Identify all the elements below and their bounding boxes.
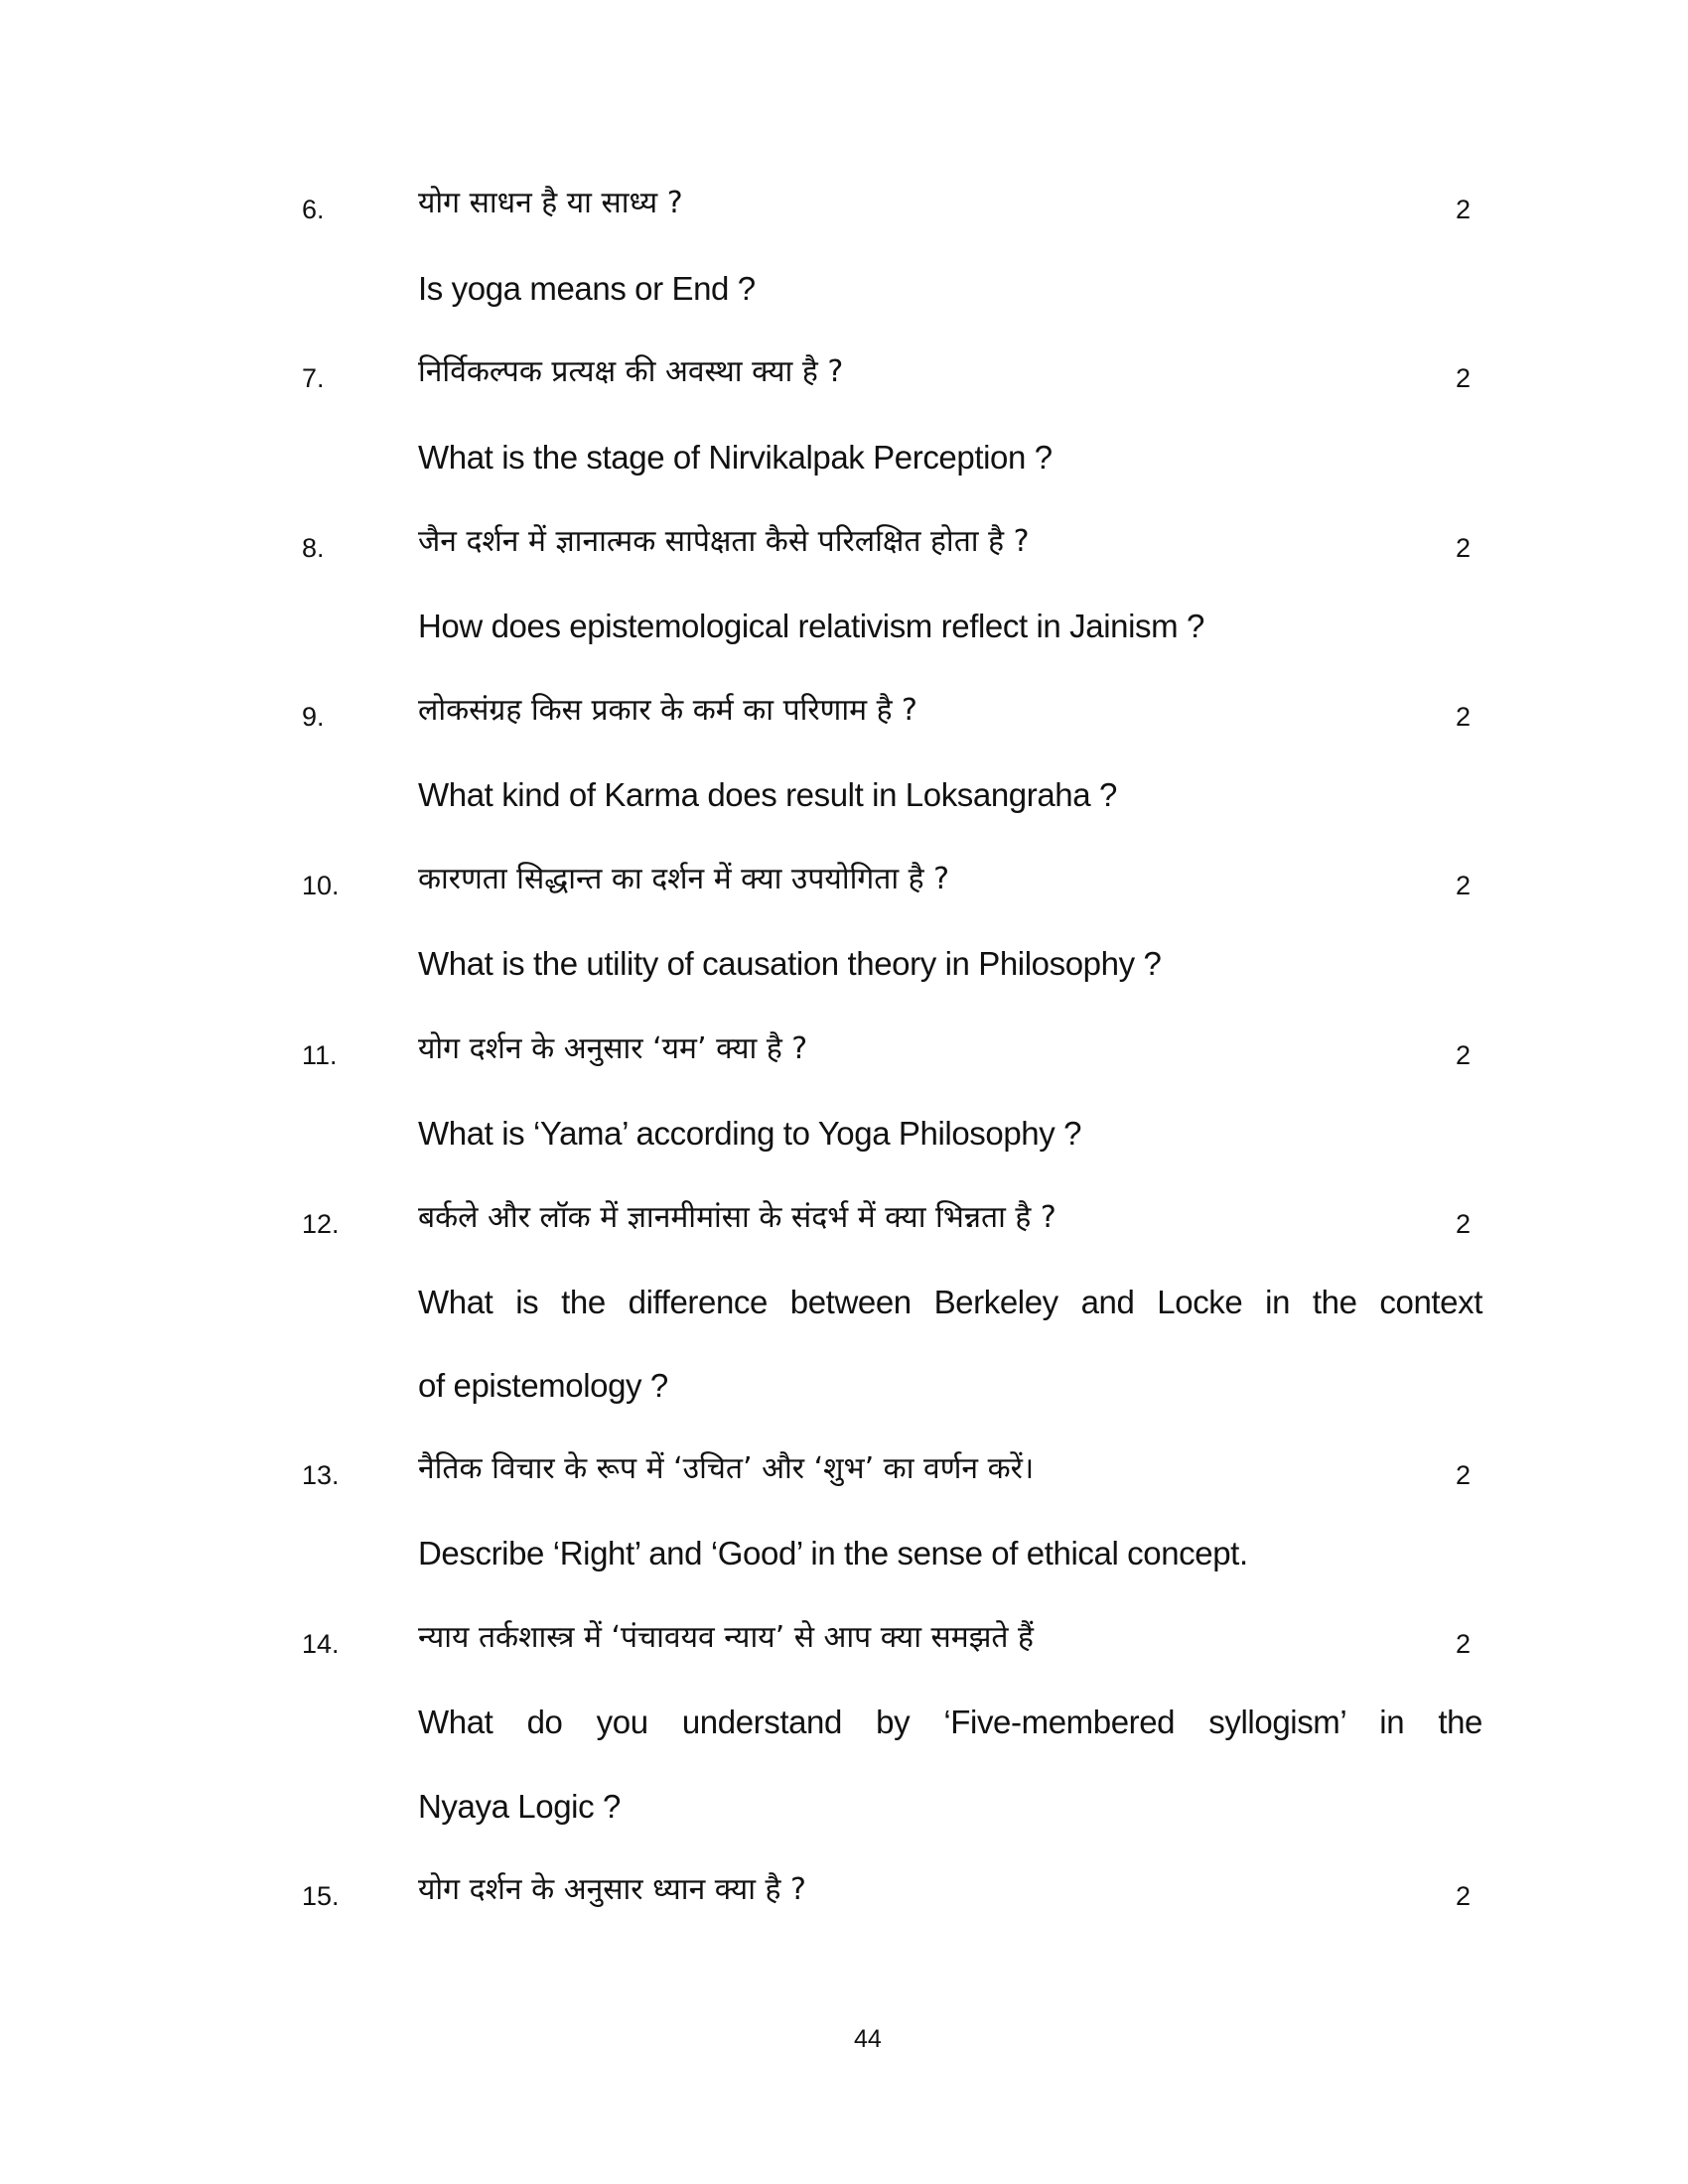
question-number: 11.	[302, 1040, 338, 1070]
question-english-text: of epistemology ?	[418, 1367, 668, 1404]
question-hindi-text: कारणता सिद्धान्त का दर्शन में क्या उपयोगिता है ?	[418, 862, 950, 896]
question-12-hindi-line	[0, 1195, 1688, 1255]
question-marks: 2	[1456, 1040, 1472, 1070]
question-number: 8.	[302, 533, 325, 563]
question-english-text: Nyaya Logic ?	[418, 1788, 621, 1825]
question-english-text: How does epistemological relativism reflect in Jainism ?	[418, 608, 1204, 644]
question-marks: 2	[1456, 871, 1472, 900]
question-marks: 2	[1456, 1460, 1472, 1490]
question-14-hindi-line	[0, 1615, 1688, 1675]
question-marks: 2	[1456, 1629, 1472, 1659]
question-english-text: Is yoga means or End ?	[418, 270, 756, 307]
question-number: 14.	[302, 1629, 340, 1659]
question-marks: 2	[1456, 1881, 1472, 1911]
question-hindi-text: निर्विकल्पक प्रत्यक्ष की अवस्था क्या है ?	[418, 354, 844, 389]
question-number: 6.	[302, 195, 325, 224]
question-number: 12.	[302, 1209, 340, 1239]
question-6-english-line	[0, 270, 1688, 330]
question-12-english-line-2	[0, 1367, 1688, 1427]
page-number: 44	[854, 2025, 882, 2053]
question-13-hindi-line	[0, 1446, 1688, 1506]
question-9-hindi-line	[0, 688, 1688, 748]
question-marks: 2	[1456, 195, 1472, 224]
question-english-text: Describe ‘Right’ and ‘Good’ in the sense of ethical concept.	[418, 1535, 1248, 1571]
question-hindi-text: न्याय तर्कशास्त्र में ‘पंचावयव न्याय’ से आप क्या समझते हैं	[418, 1620, 1034, 1655]
question-marks: 2	[1456, 1209, 1472, 1239]
question-number: 13.	[302, 1460, 340, 1490]
question-15-hindi-line	[0, 1867, 1688, 1927]
question-number: 10.	[302, 871, 340, 900]
question-number: 7.	[302, 363, 325, 393]
question-7-english-line	[0, 439, 1688, 498]
question-english-text: What is the difference between Berkeley and Locke in the context	[418, 1284, 1482, 1320]
question-10-english-line	[0, 945, 1688, 1005]
question-hindi-text: नैतिक विचार के रूप में ‘उचित’ और ‘शुभ’ का वर्णन करें।	[418, 1451, 1035, 1486]
question-8-hindi-line	[0, 519, 1688, 579]
question-14-english-line-1	[0, 1704, 1688, 1763]
question-hindi-text: बर्कले और लॉक में ज्ञानमीमांसा के संदर्भ में क्या भिन्नता है ?	[418, 1200, 1056, 1235]
question-hindi-text: योग दर्शन के अनुसार ध्यान क्या है ?	[418, 1872, 806, 1907]
question-number: 9.	[302, 702, 325, 732]
question-14-english-line-2	[0, 1788, 1688, 1847]
question-marks: 2	[1456, 363, 1472, 393]
question-hindi-text: योग साधन है या साध्य ?	[418, 186, 683, 220]
question-hindi-text: जैन दर्शन में ज्ञानात्मक सापेक्षता कैसे परिलक्षित होता है ?	[418, 524, 1030, 559]
question-english-text: What do you understand by ‘Five-membered syllogism’ in the	[418, 1704, 1482, 1740]
question-11-english-line	[0, 1115, 1688, 1174]
question-7-hindi-line	[0, 349, 1688, 409]
question-hindi-text: योग दर्शन के अनुसार ‘यम’ क्या है ?	[418, 1031, 808, 1066]
question-12-english-line-1	[0, 1284, 1688, 1343]
question-13-english-line	[0, 1535, 1688, 1594]
question-number: 15.	[302, 1881, 340, 1911]
question-marks: 2	[1456, 533, 1472, 563]
question-marks: 2	[1456, 702, 1472, 732]
question-english-text: What is ‘Yama’ according to Yoga Philosophy ?	[418, 1115, 1082, 1152]
question-9-english-line	[0, 776, 1688, 836]
question-10-hindi-line	[0, 857, 1688, 916]
question-hindi-text: लोकसंग्रह किस प्रकार के कर्म का परिणाम है ?	[418, 693, 917, 728]
question-6-hindi-line	[0, 181, 1688, 240]
question-english-text: What is the stage of Nirvikalpak Perception ?	[418, 439, 1053, 476]
question-english-text: What kind of Karma does result in Loksangraha ?	[418, 776, 1117, 813]
question-8-english-line	[0, 608, 1688, 667]
question-11-hindi-line	[0, 1026, 1688, 1086]
question-english-text: What is the utility of causation theory in Philosophy ?	[418, 945, 1162, 982]
